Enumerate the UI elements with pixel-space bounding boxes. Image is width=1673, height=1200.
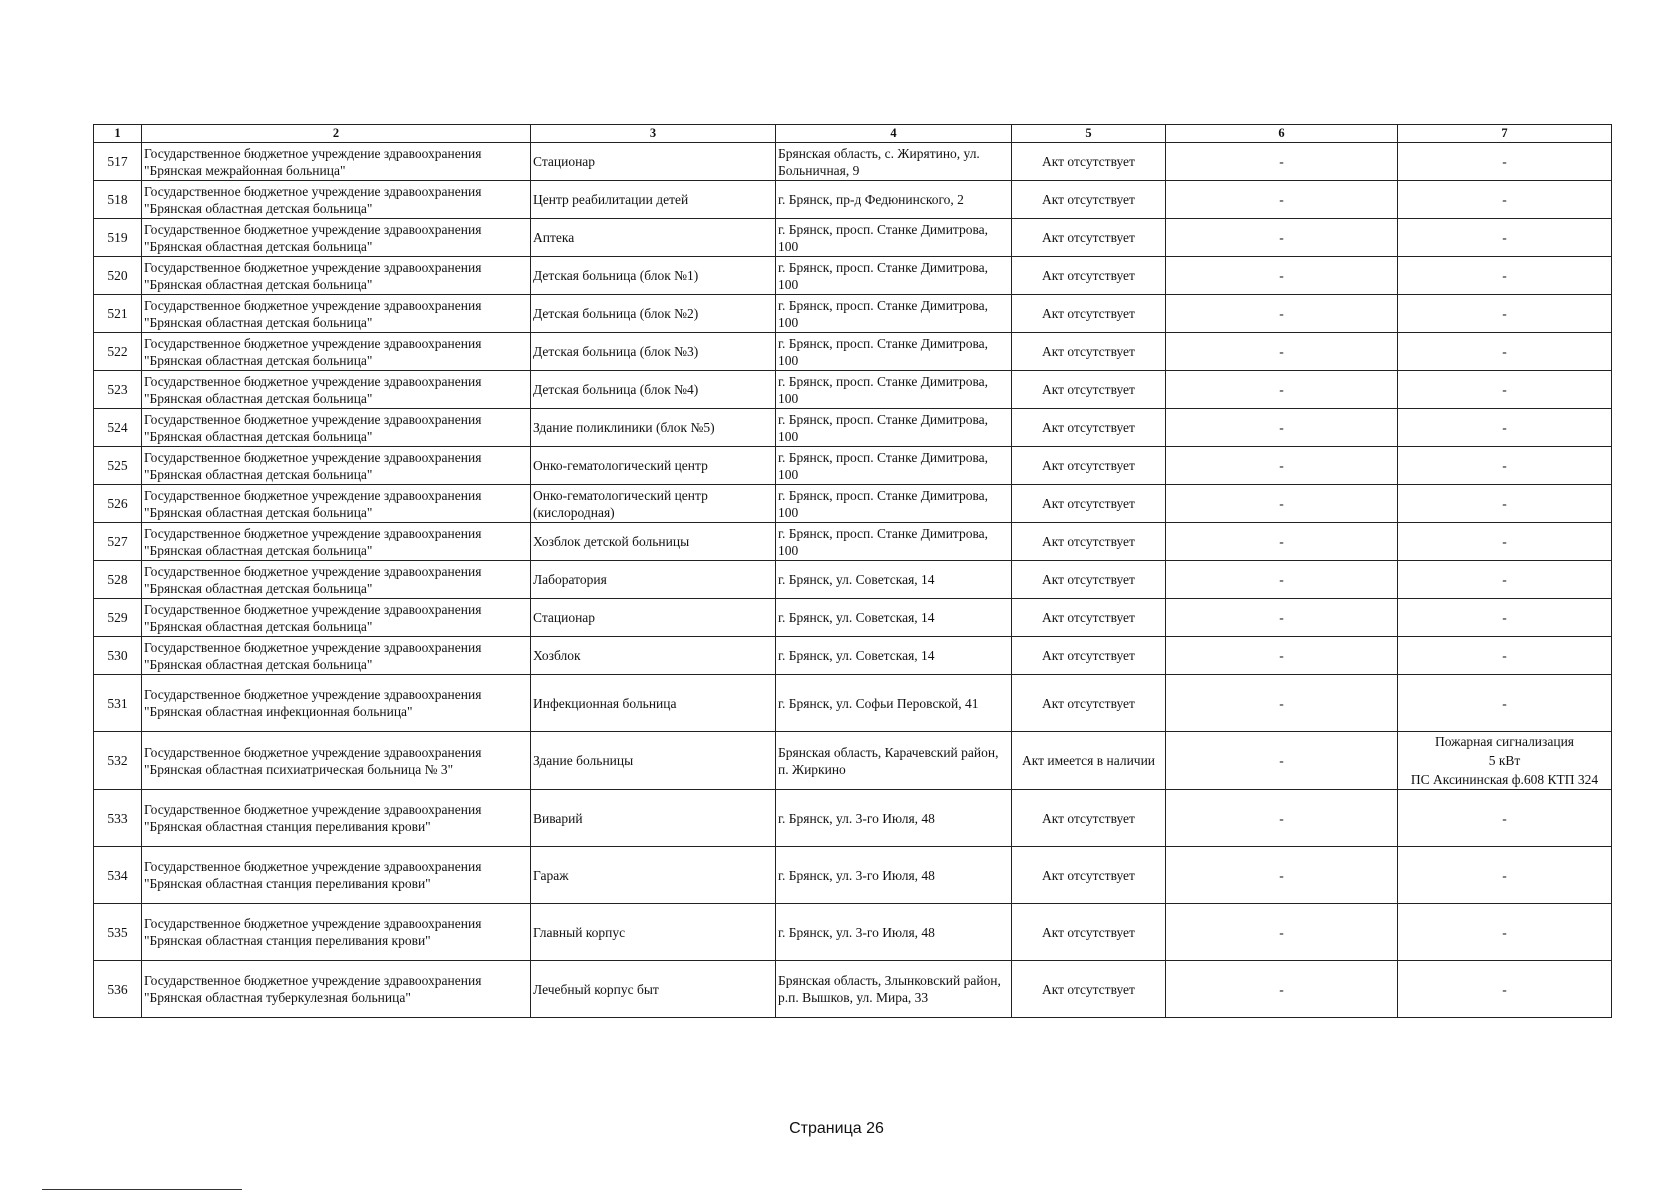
act-status-cell: Акт отсутствует	[1012, 257, 1166, 295]
table-row	[94, 219, 1612, 257]
table-row	[94, 181, 1612, 219]
column-7-cell	[1398, 181, 1612, 219]
organization-cell: Государственное бюджетное учреждение здравоохранения "Брянская областная детская больница"	[142, 257, 531, 295]
column-6-cell: -	[1166, 485, 1398, 523]
organization-cell: Государственное бюджетное учреждение здравоохранения "Брянская областная детская больница"	[142, 637, 531, 675]
act-status-cell: Акт отсутствует	[1012, 409, 1166, 447]
row-number: 529	[94, 599, 142, 637]
table-row	[94, 295, 1612, 333]
column-6-cell: -	[1166, 904, 1398, 961]
act-status-cell: Акт отсутствует	[1012, 637, 1166, 675]
act-status-cell: Акт отсутствует	[1012, 561, 1166, 599]
column-7-line: -	[1502, 230, 1507, 245]
column-7-line: -	[1502, 572, 1507, 587]
column-7-line: -	[1502, 810, 1507, 826]
column-6-cell: -	[1166, 333, 1398, 371]
footer-rule	[42, 1189, 242, 1190]
column-7-cell	[1398, 599, 1612, 637]
column-7-line: -	[1502, 610, 1507, 625]
act-status-cell: Акт отсутствует	[1012, 485, 1166, 523]
column-7-line: -	[1502, 192, 1507, 207]
organization-cell: Государственное бюджетное учреждение здравоохранения "Брянская областная инфекционная больница"	[142, 675, 531, 732]
table-row	[94, 599, 1612, 637]
column-number: 6	[1166, 125, 1398, 143]
organization-cell: Государственное бюджетное учреждение здравоохранения "Брянская областная станция переливания крови"	[142, 790, 531, 847]
address-cell: г. Брянск, ул. Советская, 14	[776, 599, 1012, 637]
address-cell: Брянская область, Злынковский район, р.п. Вышков, ул. Мира, 33	[776, 961, 1012, 1018]
organization-cell: Государственное бюджетное учреждение здравоохранения "Брянская областная детская больница"	[142, 409, 531, 447]
column-7-line: -	[1502, 648, 1507, 663]
object-cell: Детская больница (блок №4)	[531, 371, 776, 409]
column-6-cell: -	[1166, 790, 1398, 847]
organization-cell: Государственное бюджетное учреждение здравоохранения "Брянская межрайонная больница"	[142, 143, 531, 181]
column-number: 1	[94, 125, 142, 143]
column-6-cell: -	[1166, 371, 1398, 409]
column-7-line: -	[1502, 534, 1507, 549]
column-6-cell: -	[1166, 409, 1398, 447]
row-number: 526	[94, 485, 142, 523]
object-cell: Здание поликлиники (блок №5)	[531, 409, 776, 447]
column-6-cell: -	[1166, 732, 1398, 790]
object-cell: Онко-гематологический центр	[531, 447, 776, 485]
organization-cell: Государственное бюджетное учреждение здравоохранения "Брянская областная детская больница"	[142, 447, 531, 485]
address-cell: г. Брянск, ул. 3-го Июля, 48	[776, 847, 1012, 904]
column-7-line: -	[1502, 496, 1507, 511]
column-7-cell	[1398, 847, 1612, 904]
address-cell: Брянская область, Карачевский район, п. Жиркино	[776, 732, 1012, 790]
column-number-row	[94, 125, 1612, 143]
act-status-cell: Акт отсутствует	[1012, 790, 1166, 847]
object-cell: Виварий	[531, 790, 776, 847]
object-cell: Хозблок детской больницы	[531, 523, 776, 561]
row-number: 521	[94, 295, 142, 333]
table-row	[94, 847, 1612, 904]
column-7-line: ПС Аксининская ф.608 КТП 324	[1410, 772, 1599, 787]
column-6-cell: -	[1166, 143, 1398, 181]
column-7-line: -	[1502, 924, 1507, 940]
organization-cell: Государственное бюджетное учреждение здравоохранения "Брянская областная детская больница"	[142, 371, 531, 409]
act-status-cell: Акт отсутствует	[1012, 675, 1166, 732]
organization-cell: Государственное бюджетное учреждение здравоохранения "Брянская областная станция переливания крови"	[142, 904, 531, 961]
row-number: 535	[94, 904, 142, 961]
column-number: 3	[531, 125, 776, 143]
act-status-cell: Акт отсутствует	[1012, 961, 1166, 1018]
column-6-cell: -	[1166, 447, 1398, 485]
column-7-line: -	[1502, 458, 1507, 473]
column-7-cell	[1398, 961, 1612, 1018]
column-6-cell: -	[1166, 599, 1398, 637]
table-row	[94, 561, 1612, 599]
row-number: 531	[94, 675, 142, 732]
table-row	[94, 961, 1612, 1018]
table-row	[94, 523, 1612, 561]
column-7-line: -	[1502, 695, 1507, 711]
register-body	[94, 125, 1612, 1018]
row-number: 523	[94, 371, 142, 409]
object-cell: Детская больница (блок №1)	[531, 257, 776, 295]
table-row	[94, 637, 1612, 675]
act-status-cell: Акт отсутствует	[1012, 447, 1166, 485]
column-6-cell: -	[1166, 219, 1398, 257]
act-status-cell: Акт отсутствует	[1012, 904, 1166, 961]
address-cell: г. Брянск, просп. Станке Димитрова, 100	[776, 409, 1012, 447]
column-7-cell	[1398, 904, 1612, 961]
object-cell: Главный корпус	[531, 904, 776, 961]
column-7-cell	[1398, 523, 1612, 561]
object-cell: Лаборатория	[531, 561, 776, 599]
object-cell: Здание больницы	[531, 732, 776, 790]
column-7-line: -	[1502, 344, 1507, 359]
object-cell: Аптека	[531, 219, 776, 257]
address-cell: г. Брянск, просп. Станке Димитрова, 100	[776, 257, 1012, 295]
row-number: 525	[94, 447, 142, 485]
act-status-cell: Акт отсутствует	[1012, 371, 1166, 409]
act-status-cell: Акт отсутствует	[1012, 333, 1166, 371]
object-cell: Хозблок	[531, 637, 776, 675]
address-cell: Брянская область, с. Жирятино, ул. Больничная, 9	[776, 143, 1012, 181]
column-7-line: -	[1502, 268, 1507, 283]
row-number: 522	[94, 333, 142, 371]
organization-cell: Государственное бюджетное учреждение здравоохранения "Брянская областная туберкулезная больница"	[142, 961, 531, 1018]
organization-cell: Государственное бюджетное учреждение здравоохранения "Брянская областная детская больница"	[142, 599, 531, 637]
column-7-cell	[1398, 485, 1612, 523]
register-table	[93, 124, 1612, 1018]
row-number: 536	[94, 961, 142, 1018]
column-6-cell: -	[1166, 961, 1398, 1018]
column-6-cell: -	[1166, 295, 1398, 333]
address-cell: г. Брянск, просп. Станке Димитрова, 100	[776, 371, 1012, 409]
address-cell: г. Брянск, ул. 3-го Июля, 48	[776, 790, 1012, 847]
table-row	[94, 447, 1612, 485]
column-7-cell	[1398, 675, 1612, 732]
table-row	[94, 485, 1612, 523]
column-7-line: Пожарная сигнализация	[1434, 734, 1575, 749]
act-status-cell: Акт отсутствует	[1012, 523, 1166, 561]
column-6-cell: -	[1166, 675, 1398, 732]
column-7-cell	[1398, 257, 1612, 295]
column-7-cell	[1398, 143, 1612, 181]
row-number: 517	[94, 143, 142, 181]
object-cell: Лечебный корпус быт	[531, 961, 776, 1018]
column-6-cell: -	[1166, 561, 1398, 599]
address-cell: г. Брянск, ул. Софьи Перовской, 41	[776, 675, 1012, 732]
address-cell: г. Брянск, пр-д Федюнинского, 2	[776, 181, 1012, 219]
column-number: 7	[1398, 125, 1612, 143]
column-6-cell: -	[1166, 847, 1398, 904]
table-row	[94, 904, 1612, 961]
column-7-cell	[1398, 561, 1612, 599]
column-7-cell	[1398, 409, 1612, 447]
column-7-cell	[1398, 333, 1612, 371]
column-7-line: -	[1502, 306, 1507, 321]
column-7-line: -	[1502, 981, 1507, 997]
act-status-cell: Акт имеется в наличии	[1012, 732, 1166, 790]
row-number: 519	[94, 219, 142, 257]
address-cell: г. Брянск, просп. Станке Димитрова, 100	[776, 333, 1012, 371]
column-7-cell	[1398, 371, 1612, 409]
column-7-cell	[1398, 295, 1612, 333]
address-cell: г. Брянск, просп. Станке Димитрова, 100	[776, 295, 1012, 333]
row-number: 524	[94, 409, 142, 447]
organization-cell: Государственное бюджетное учреждение здравоохранения "Брянская областная детская больница"	[142, 333, 531, 371]
table-row	[94, 333, 1612, 371]
column-7-line: -	[1502, 382, 1507, 397]
act-status-cell: Акт отсутствует	[1012, 295, 1166, 333]
address-cell: г. Брянск, просп. Станке Димитрова, 100	[776, 523, 1012, 561]
object-cell: Инфекционная больница	[531, 675, 776, 732]
row-number: 527	[94, 523, 142, 561]
table-row	[94, 257, 1612, 295]
column-number: 2	[142, 125, 531, 143]
column-7-line: -	[1502, 420, 1507, 435]
table-row	[94, 732, 1612, 790]
object-cell: Центр реабилитации детей	[531, 181, 776, 219]
column-7-line: 5 кВт	[1488, 753, 1521, 768]
organization-cell: Государственное бюджетное учреждение здравоохранения "Брянская областная психиатрическая больница № 3"	[142, 732, 531, 790]
address-cell: г. Брянск, ул. 3-го Июля, 48	[776, 904, 1012, 961]
object-cell: Детская больница (блок №3)	[531, 333, 776, 371]
object-cell: Детская больница (блок №2)	[531, 295, 776, 333]
organization-cell: Государственное бюджетное учреждение здравоохранения "Брянская областная детская больница"	[142, 561, 531, 599]
table-row	[94, 675, 1612, 732]
address-cell: г. Брянск, ул. Советская, 14	[776, 561, 1012, 599]
column-7-cell	[1398, 790, 1612, 847]
column-number: 5	[1012, 125, 1166, 143]
act-status-cell: Акт отсутствует	[1012, 181, 1166, 219]
object-cell: Онко-гематологический центр (кислородная)	[531, 485, 776, 523]
table-row	[94, 790, 1612, 847]
object-cell: Стационар	[531, 143, 776, 181]
column-7-cell	[1398, 219, 1612, 257]
row-number: 530	[94, 637, 142, 675]
object-cell: Стационар	[531, 599, 776, 637]
column-6-cell: -	[1166, 523, 1398, 561]
act-status-cell: Акт отсутствует	[1012, 847, 1166, 904]
act-status-cell: Акт отсутствует	[1012, 219, 1166, 257]
organization-cell: Государственное бюджетное учреждение здравоохранения "Брянская областная детская больница"	[142, 485, 531, 523]
organization-cell: Государственное бюджетное учреждение здравоохранения "Брянская областная детская больница"	[142, 523, 531, 561]
address-cell: г. Брянск, просп. Станке Димитрова, 100	[776, 219, 1012, 257]
column-7-cell	[1398, 637, 1612, 675]
organization-cell: Государственное бюджетное учреждение здравоохранения "Брянская областная детская больница"	[142, 295, 531, 333]
row-number: 520	[94, 257, 142, 295]
row-number: 532	[94, 732, 142, 790]
organization-cell: Государственное бюджетное учреждение здравоохранения "Брянская областная детская больница"	[142, 219, 531, 257]
organization-cell: Государственное бюджетное учреждение здравоохранения "Брянская областная станция переливания крови"	[142, 847, 531, 904]
page-number: Страница 26	[789, 1120, 884, 1137]
address-cell: г. Брянск, просп. Станке Димитрова, 100	[776, 485, 1012, 523]
row-number: 534	[94, 847, 142, 904]
column-7-cell	[1398, 732, 1612, 790]
address-cell: г. Брянск, ул. Советская, 14	[776, 637, 1012, 675]
organization-cell: Государственное бюджетное учреждение здравоохранения "Брянская областная детская больница"	[142, 181, 531, 219]
row-number: 533	[94, 790, 142, 847]
column-6-cell: -	[1166, 637, 1398, 675]
address-cell: г. Брянск, просп. Станке Димитрова, 100	[776, 447, 1012, 485]
column-7-line: -	[1502, 154, 1507, 169]
table-row	[94, 409, 1612, 447]
act-status-cell: Акт отсутствует	[1012, 143, 1166, 181]
column-6-cell: -	[1166, 181, 1398, 219]
table-row	[94, 371, 1612, 409]
row-number: 528	[94, 561, 142, 599]
act-status-cell: Акт отсутствует	[1012, 599, 1166, 637]
object-cell: Гараж	[531, 847, 776, 904]
column-7-line: -	[1502, 867, 1507, 883]
column-7-cell	[1398, 447, 1612, 485]
table-row	[94, 143, 1612, 181]
row-number: 518	[94, 181, 142, 219]
column-number: 4	[776, 125, 1012, 143]
column-6-cell: -	[1166, 257, 1398, 295]
